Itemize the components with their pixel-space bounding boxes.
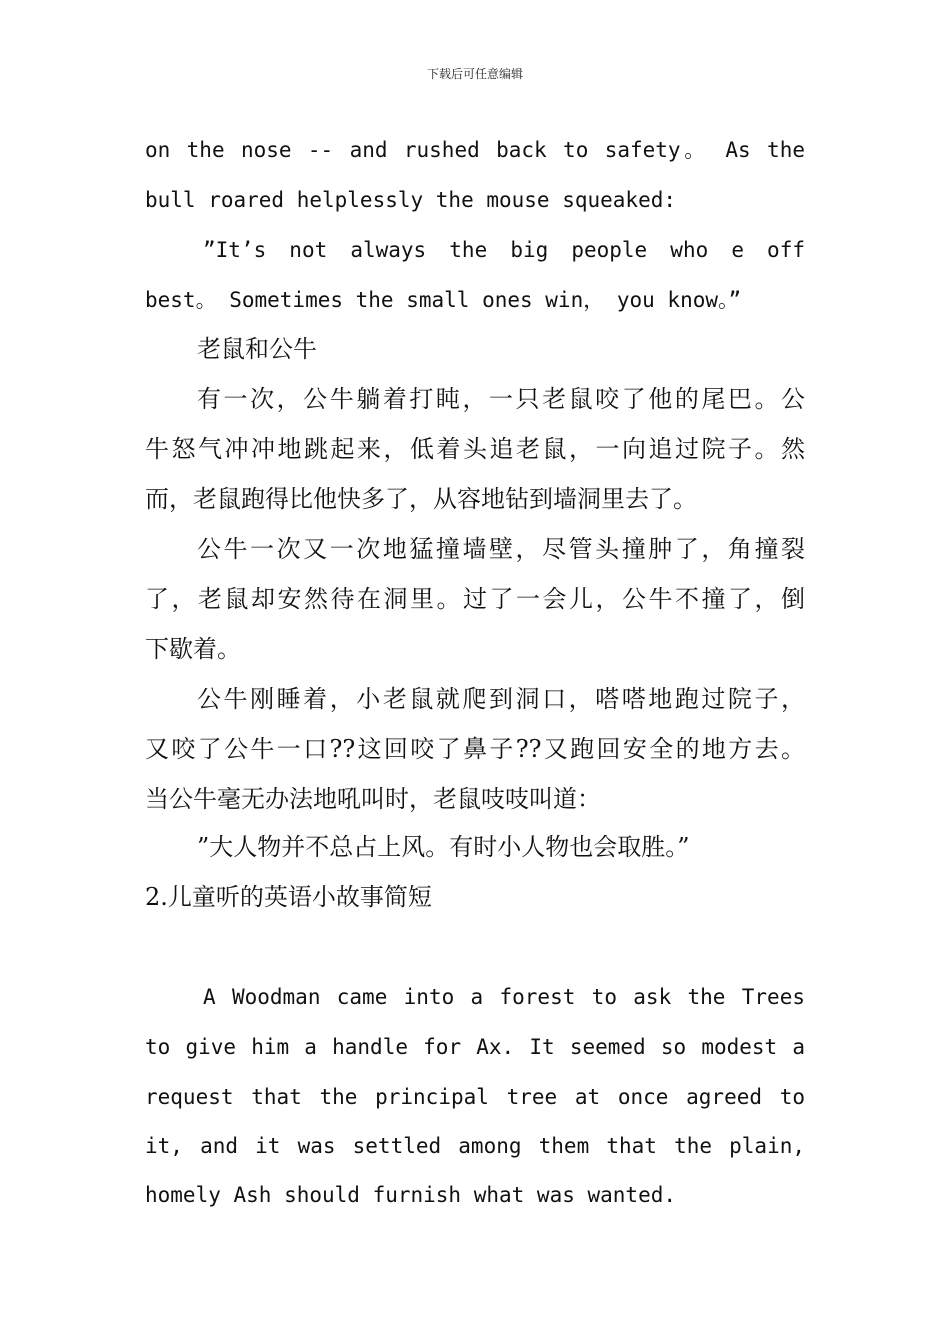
text-line: request that the principal tree at once agreed to	[145, 1085, 805, 1109]
text-line: 了，老鼠却安然待在洞里。过了一会儿，公牛不撞了，倒	[145, 585, 805, 613]
text-line: best。 Sometimes the small ones win， you know。”	[145, 288, 742, 312]
text-line: 下歇着。	[145, 635, 241, 663]
text-line: it, and it was settled among them that the plain,	[145, 1134, 805, 1158]
section-heading: 2.儿童听的英语小故事简短	[145, 883, 432, 911]
text-line: 公牛一次又一次地猛撞墙壁，尽管头撞肿了，角撞裂	[197, 535, 805, 563]
text-line: 牛怒气冲冲地跳起来，低着头追老鼠，一向追过院子。然	[145, 435, 805, 463]
text-line: 公牛刚睡着，小老鼠就爬到洞口，嗒嗒地跑过院子，	[197, 685, 805, 713]
text-line: homely Ash should furnish what was wanted.	[145, 1183, 677, 1207]
text-line: to give him a handle for Ax. It seemed so modest a	[145, 1035, 805, 1059]
text-line: bull roared helplessly the mouse squeaked:	[145, 188, 677, 212]
text-line: on the nose -- and rushed back to safety。 As the	[145, 138, 805, 162]
text-line: ”It’s not always the big people who e off	[203, 238, 805, 262]
text-line: 又咬了公牛一口??这回咬了鼻子??又跑回安全的地方去。	[145, 735, 805, 763]
text-line: 有一次，公牛躺着打盹，一只老鼠咬了他的尾巴。公	[197, 385, 805, 413]
text-line: A Woodman came into a forest to ask the Trees	[203, 985, 805, 1009]
text-line: 而，老鼠跑得比他快多了，从容地钻到墙洞里去了。	[145, 485, 697, 513]
text-line: ”大人物并不总占上风。有时小人物也会取胜。”	[197, 833, 690, 861]
page-header: 下载后可任意编辑	[426, 67, 523, 81]
text-line: 当公牛毫无办法地吼叫时，老鼠吱吱叫道：	[145, 785, 601, 813]
section-title: 老鼠和公牛	[197, 335, 317, 363]
